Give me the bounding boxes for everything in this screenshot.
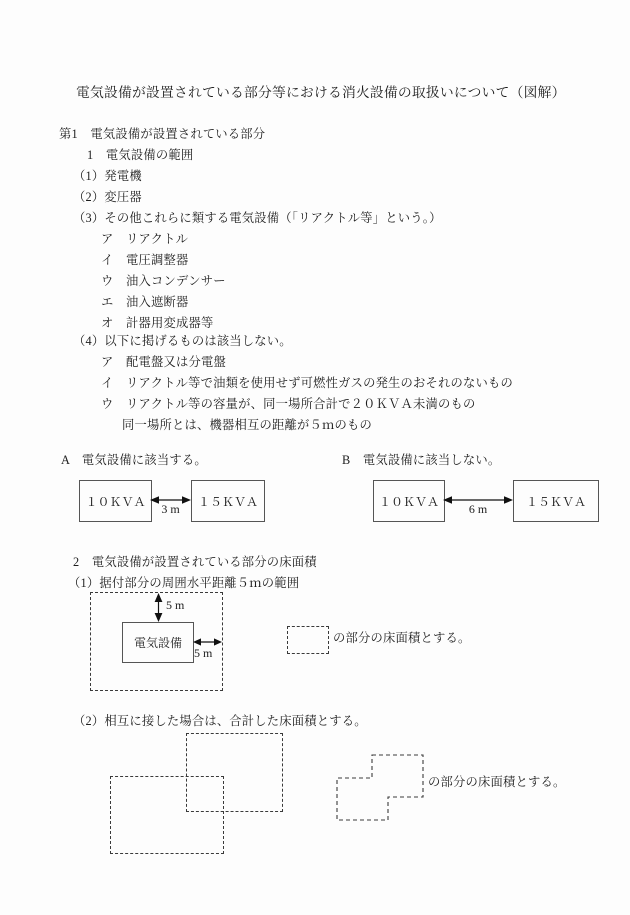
scope-item-4-u: ウ リアクトル等の容量が、同一場所合計で２０ＫＶＡ未満のもの — [101, 397, 476, 411]
scope-item-4: （4）以下に掲げるものは該当しない。 — [73, 334, 292, 348]
scope-item-3-o: オ 計器用変成器等 — [101, 316, 214, 330]
distance-label-top: 5 m — [166, 598, 185, 612]
scope-heading: 1 電気設備の範囲 — [87, 148, 194, 162]
scope-item-4-i: イ リアクトル等で油類を使用せず可燃性ガスの発生のおそれのないもの — [101, 376, 514, 390]
scope-item-3-a: ア リアクトル — [101, 232, 189, 246]
diagram-b-heading: B 電気設備に該当しない。 — [342, 453, 501, 467]
floor-area-heading: 2 電気設備が設置されている部分の床面積 — [73, 555, 317, 569]
scope-item-2: （2）変圧器 — [73, 190, 142, 204]
distance-arrow-top — [152, 593, 165, 622]
kva-box-10-b: １０ＫＶＡ — [373, 480, 445, 522]
section1-heading: 第1 電気設備が設置されている部分 — [59, 127, 266, 141]
merged-union-outline — [330, 748, 430, 828]
scope-item-3-e: エ 油入遮断器 — [101, 295, 189, 309]
scope-item-4-a: ア 配電盤又は分電盤 — [101, 355, 226, 369]
kva-box-10-a: １０ＫＶＡ — [79, 480, 152, 522]
doc-title: 電気設備が設置されている部分等における消火設備の取扱いについて（図解） — [76, 85, 566, 100]
distance-label-a: 3 m — [161, 502, 180, 516]
legend-text-1: の部分の床面積とする。 — [333, 631, 471, 645]
distance-label-side: 5 m — [194, 646, 213, 660]
floor-area-item2-heading: （2）相互に接した場合は、合計した床面積とする。 — [73, 714, 367, 728]
scope-item-3-i: イ 電圧調整器 — [101, 253, 189, 267]
floor-area-item1-heading: （1）据付部分の周囲水平距離５ｍの範囲 — [68, 576, 300, 590]
legend-text-2: の部分の床面積とする。 — [428, 775, 566, 789]
equipment-box: 電気設備 — [122, 622, 194, 663]
scope-item-3: （3）その他これらに類する電気設備（「リアクトル等」という。） — [73, 211, 442, 225]
scope-item-4-u-note: 同一場所とは、機器相互の距離が５ｍのもの — [122, 418, 372, 432]
scope-item-3-u: ウ 油入コンデンサー — [101, 274, 226, 288]
diagram-a-heading: A 電気設備に該当する。 — [61, 453, 207, 467]
kva-box-15-b: １５ＫＶＡ — [513, 480, 599, 522]
kva-box-15-a: １５ＫＶＡ — [191, 480, 265, 522]
scope-item-1: （1）発電機 — [73, 169, 142, 183]
legend-swatch-1 — [287, 626, 329, 654]
merged-rect-lower — [110, 776, 224, 854]
distance-label-b: 6 m — [468, 502, 488, 516]
